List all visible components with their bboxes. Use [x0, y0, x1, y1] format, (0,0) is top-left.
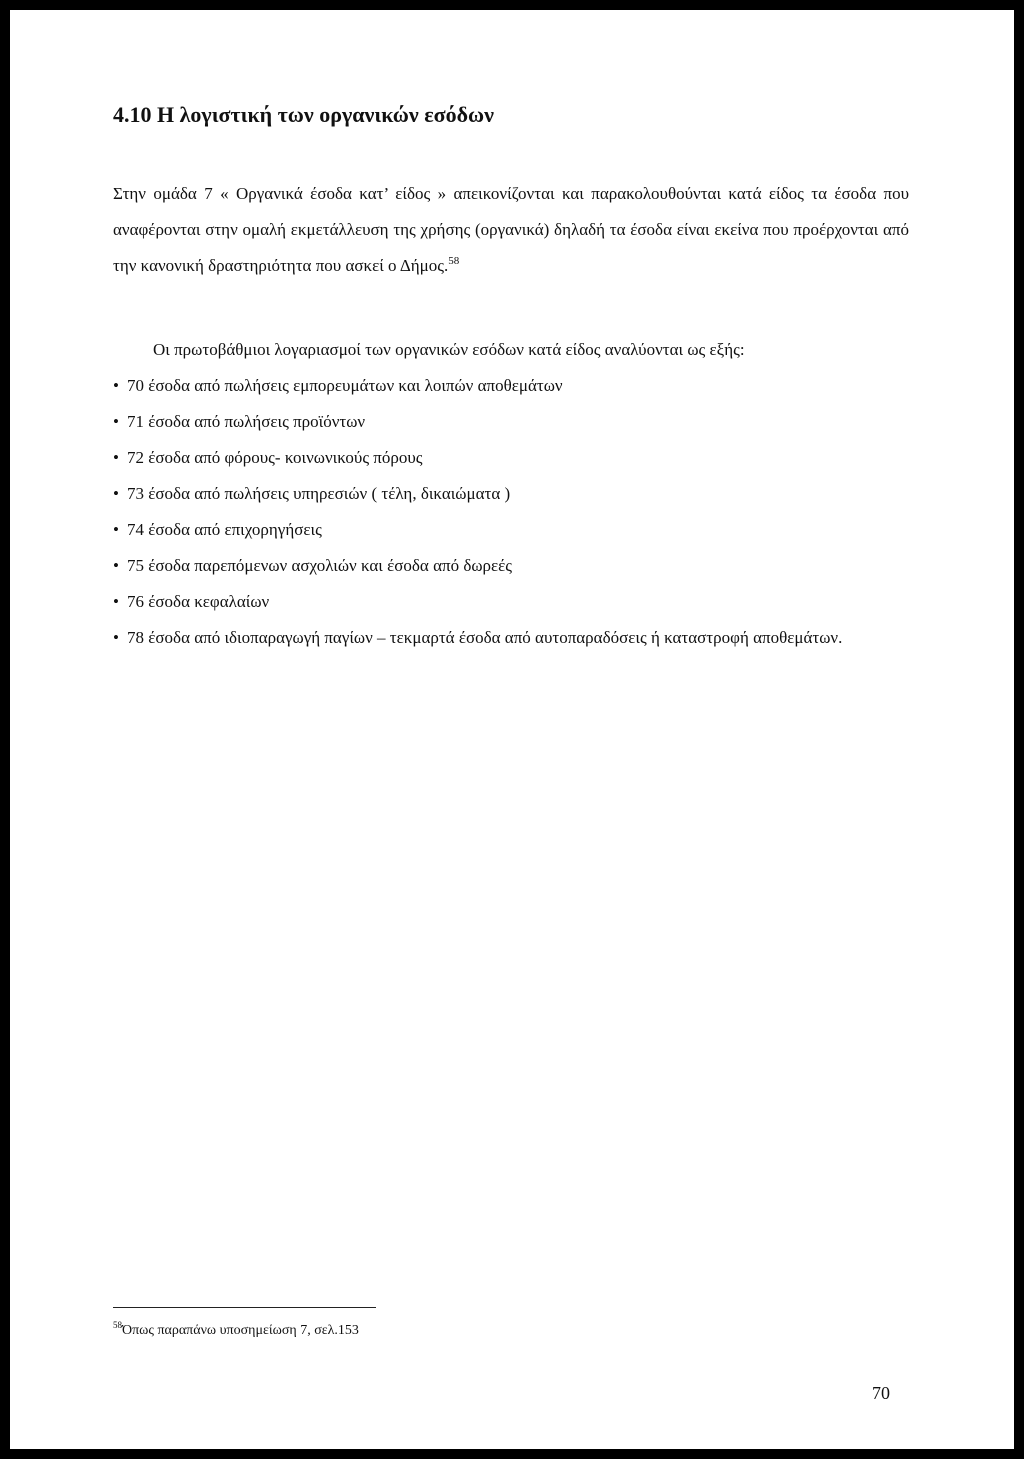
footnote-number: 58: [113, 1320, 122, 1330]
bullet-icon: •: [113, 628, 119, 647]
document-page: [10, 10, 1014, 1449]
list-item-text: 72 έσοδα από φόρους- κοινωνικούς πόρους: [127, 448, 423, 467]
bullet-icon: •: [113, 484, 119, 503]
list-item: [113, 404, 909, 440]
list-item: [113, 620, 909, 656]
list-item-text: 73 έσοδα από πωλήσεις υπηρεσιών ( τέλη, δικαιώματα ): [127, 484, 511, 503]
list-item: [113, 584, 909, 620]
bullet-icon: •: [113, 520, 119, 539]
accounts-intro-paragraph: Οι πρωτοβάθμιοι λογαριασμοί των οργανικών εσόδων κατά είδος αναλύονται ως εξής:: [153, 340, 745, 359]
bullet-icon: •: [113, 592, 119, 611]
list-item-text: 70 έσοδα από πωλήσεις εμπορευμάτων και λοιπών αποθεμάτων: [127, 376, 563, 395]
footnote: [113, 1320, 359, 1339]
footnote-divider: [113, 1307, 376, 1308]
list-item-text: 71 έσοδα από πωλήσεις προϊόντων: [127, 412, 366, 431]
list-item: [113, 440, 909, 476]
list-item: [113, 548, 909, 584]
accounts-list: [113, 368, 909, 656]
bullet-icon: •: [113, 412, 119, 431]
page-number: 70: [872, 1383, 890, 1403]
list-item-text: 75 έσοδα παρεπόμενων ασχολιών και έσοδα από δωρεές: [127, 556, 513, 575]
bullet-icon: •: [113, 556, 119, 575]
footnote-text: Όπως παραπάνω υποσημείωση 7, σελ.153: [122, 1323, 359, 1338]
bullet-icon: •: [113, 448, 119, 467]
list-item-text: 74 έσοδα από επιχορηγήσεις: [127, 520, 322, 539]
footnote-reference: 58: [448, 255, 460, 267]
intro-paragraph-text: Στην ομάδα 7 « Οργανικά έσοδα κατ’ είδος » απεικονίζονται και παρακολουθούνται κατά είδος τα έσοδα που αναφέρονται στην ομαλή εκμετάλλευση της χρήσης (οργανικά) δηλαδή τα έσοδα είναι εκείνα που προέρχονται από την κανονική δραστηριότητα που ασκεί ο Δήμος.: [113, 184, 909, 275]
list-item: [113, 512, 909, 548]
section-heading: 4.10 Η λογιστική των οργανικών εσόδων: [113, 102, 494, 127]
list-item: [113, 476, 909, 512]
list-item: [113, 368, 909, 404]
list-item-text: 76 έσοδα κεφαλαίων: [127, 592, 270, 611]
list-item-text: 78 έσοδα από ιδιοπαραγωγή παγίων – τεκμαρτά έσοδα από αυτοπαραδόσεις ή καταστροφή αποθεμάτων.: [127, 628, 843, 647]
bullet-icon: •: [113, 376, 119, 395]
intro-paragraph: [113, 176, 909, 284]
